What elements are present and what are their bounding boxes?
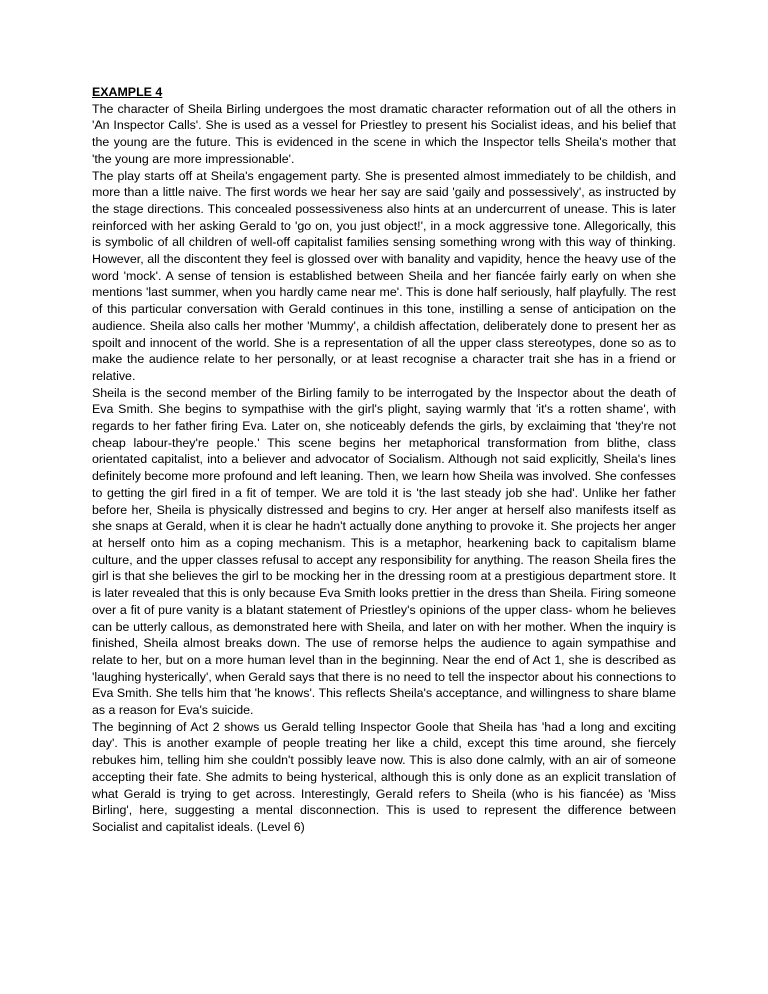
paragraph-engagement-party: The play starts off at Sheila's engagement party. She is presented almost immediately to be childish, and more than a little naive. The first words we hear her say are said 'gaily and possessively', as instructed by the stage directions. This concealed possessiveness also hints at an undercurrent of unease. This is later reinforced with her asking Gerald to 'go on, you just object!', in a mock aggressive tone. Allegorically, this is symbolic of all children of well-off capitalist families sensing something wrong with this way of thinking. However, all the discontent they feel is glossed over with banality and vapidity, hence the heavy use of the word 'mock'. A sense of tension is established between Sheila and her fiancée fairly early on when she mentions 'last summer, when you hardly came near me'. This is done half seriously, half playfully. The rest of this particular conversation with Gerald continues in this tone, instilling a sense of anticipation on the audience. Sheila also calls her mother 'Mummy', a childish affectation, deliberately done to present her as spoilt and innocent of the world. She is a representation of all the upper class stereotypes, done so as to make the audience relate to her personally, or at least recognise a character trait she has in a friend or relative. [92, 168, 676, 383]
paragraph-intro: The character of Sheila Birling undergoes the most dramatic character reformation out of all the others in 'An Inspector Calls'. She is used as a vessel for Priestley to present his Socialist ideas, and his belief that the young are the future. This is evidenced in the scene in which the Inspector tells Sheila's mother that 'the young are more impressionable'. [92, 101, 676, 166]
paragraph-act-2: The beginning of Act 2 shows us Gerald telling Inspector Goole that Sheila has 'had a long and exciting day'. This is another example of people treating her like a child, except this time around, she fiercely rebukes him, telling him she couldn't possibly leave now. This is also done calmly, with an air of someone accepting their fate. She admits to being hysterical, although this is only done as an explicit translation of what Gerald is trying to get across. Interestingly, Gerald refers to Sheila (who is his fiancée) as 'Miss Birling', here, suggesting a mental disconnection. This is used to represent the difference between Socialist and capitalist ideals. (Level 6) [92, 719, 676, 834]
example-heading: EXAMPLE 4 [92, 85, 163, 99]
document-page [92, 84, 676, 836]
paragraph-interrogation: Sheila is the second member of the Birling family to be interrogated by the Inspector about the death of Eva Smith. She begins to sympathise with the girl's plight, saying warmly that 'it's a rotten shame', with regards to her father firing Eva. Later on, she noticeably defends the girls, by exclaiming that 'they're not cheap labour-they're people.' This scene begins her metaphorical transformation from blithe, class orientated capitalist, into a believer and advocator of Socialism. Although not said explicitly, Sheila's lines definitely become more profound and left leaning. Then, we learn how Sheila was involved. She confesses to getting the girl fired in a fit of temper. We are told it is 'the last steady job she had'. Unlike her father before her, Sheila is physically distressed and begins to cry. Her anger at herself also manifests itself as she snaps at Gerald, when it is clear he hadn't actually done anything to provoke it. She projects her anger at herself onto him as a coping mechanism. This is a metaphor, hearkening back to capitalism blame culture, and the upper classes refusal to accept any responsibility for anything. The reason Sheila fires the girl is that she believes the girl to be mocking her in the dressing room at a prestigious department store. It is later revealed that this is only because Eva Smith looks prettier in the dress than Sheila. Firing someone over a fit of pure vanity is a blatant statement of Priestley's opinions of the upper class- whom he believes can be utterly callous, as demonstrated here with Sheila, and later on with her mother. When the inquiry is finished, Sheila almost breaks down. The use of remorse helps the audience to again sympathise and relate to her, but on a more human level than in the beginning. Near the end of Act 1, she is described as 'laughing hysterically', when Gerald says that there is no need to tell the inspector about his connections to Eva Smith. She tells him that 'he knows'. This reflects Sheila's acceptance, and willingness to share blame as a reason for Eva's suicide. [92, 385, 676, 718]
